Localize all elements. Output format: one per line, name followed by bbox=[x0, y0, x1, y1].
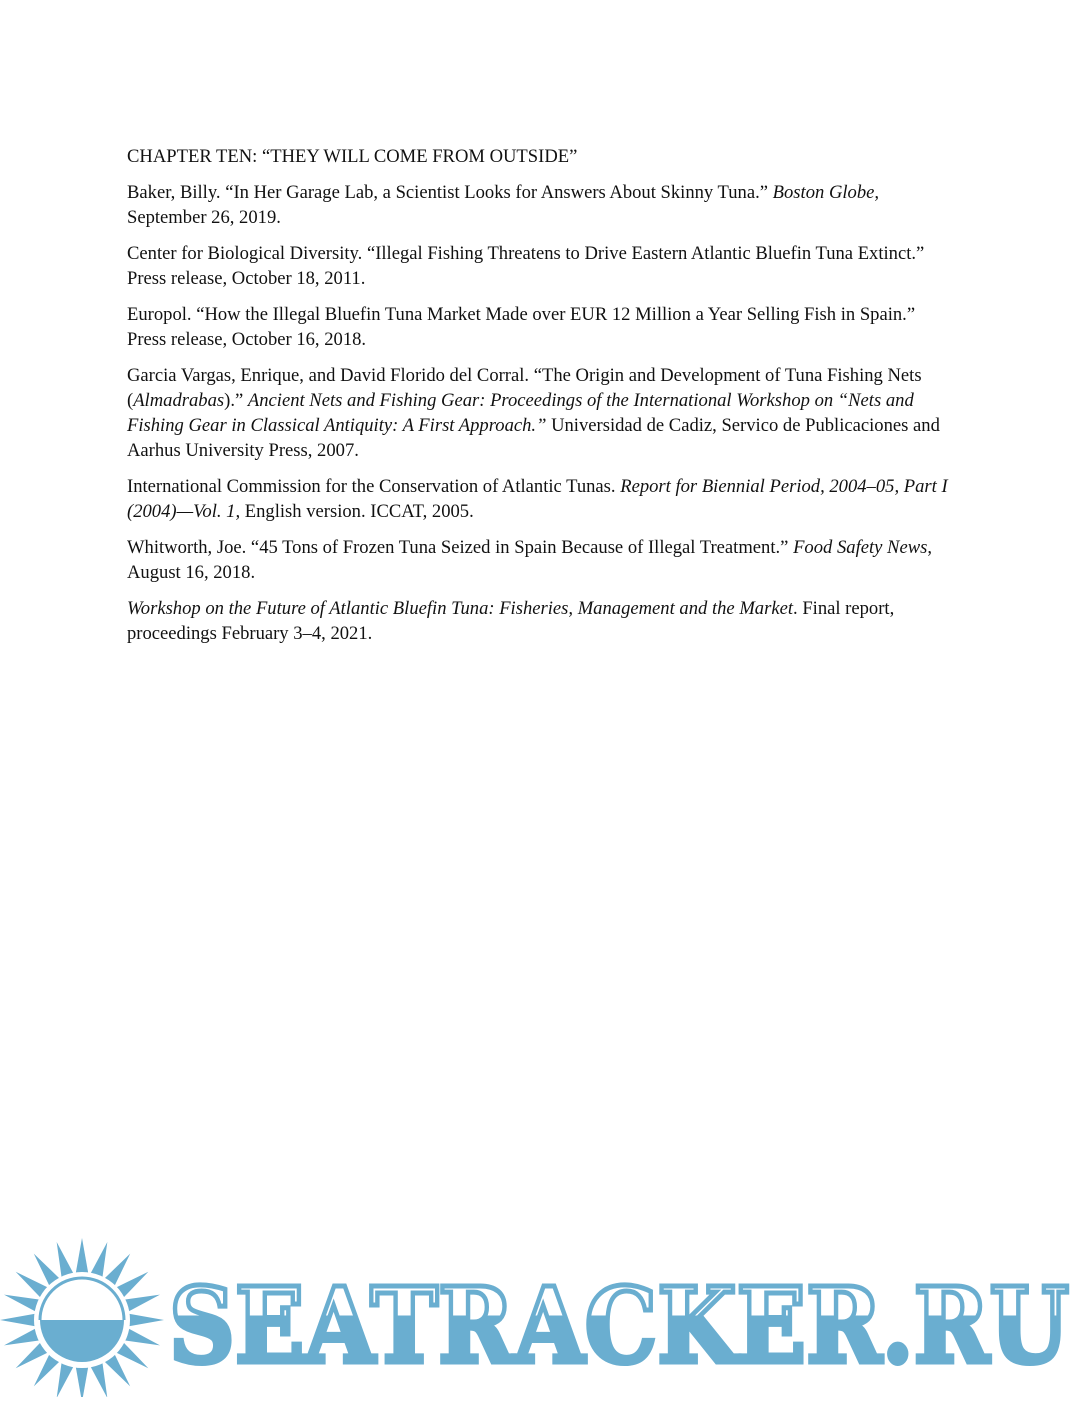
watermark-label: SEATRACKER.RU bbox=[169, 1264, 1069, 1374]
entry-italic-text: Ancient Nets and Fishing Gear: Proceedings of the International Workshop on “Nets and Fishing Gear in Classical Antiquity: A First Approach.” bbox=[127, 390, 914, 436]
entry-italic-text: Report for Biennial Period, 2004–05, Part I (2004)—Vol. 1, bbox=[127, 476, 948, 522]
entry-text: Universidad de Cadiz, Servico de Publicaciones and Aarhus University Press, 2007. bbox=[127, 415, 940, 461]
sun-ray bbox=[76, 1366, 89, 1397]
bibliography-entry bbox=[127, 302, 957, 352]
sun-ray bbox=[0, 1314, 36, 1327]
entry-italic-text: Almadrabas bbox=[133, 390, 225, 411]
sun-ray bbox=[76, 1238, 89, 1274]
entry-italic-text: Workshop on the Future of Atlantic Bluefin Tuna: Fisheries, Management and the Market bbox=[127, 598, 794, 619]
entry-italic-text: Boston Globe, bbox=[772, 182, 880, 203]
sun-over-sea-icon bbox=[0, 1236, 170, 1397]
entry-text: Garcia Vargas, Enrique, and David Florido del Corral. “The Origin and Development of Tuna Fishing Nets ( bbox=[127, 365, 922, 411]
bibliography-entry bbox=[127, 241, 957, 291]
entry-list bbox=[127, 180, 957, 646]
sun-ray bbox=[128, 1314, 164, 1327]
entry-text: English version. ICCAT, 2005. bbox=[240, 501, 474, 522]
bibliography-entry bbox=[127, 474, 957, 524]
bibliography-entry bbox=[127, 596, 957, 646]
entry-text: . Final report, proceedings February 3–4, 2021. bbox=[127, 598, 895, 644]
chapter-heading: CHAPTER TEN: “THEY WILL COME FROM OUTSIDE” bbox=[127, 146, 578, 167]
bibliography bbox=[127, 144, 957, 657]
bibliography-entry bbox=[127, 363, 957, 463]
entry-text: International Commission for the Conservation of Atlantic Tunas. bbox=[127, 476, 621, 497]
watermark-text bbox=[166, 1262, 1072, 1374]
entry-text: Baker, Billy. “In Her Garage Lab, a Scientist Looks for Answers About Skinny Tuna.” bbox=[127, 182, 773, 203]
entry-text: Center for Biological Diversity. “Illegal Fishing Threatens to Drive Eastern Atlantic Bluefin Tuna Extinct.” Press release, October 18, 2011. bbox=[127, 243, 925, 289]
entry-text: September 26, 2019. bbox=[127, 207, 281, 228]
entry-text: , August 16, 2018. bbox=[127, 537, 933, 583]
entry-italic-text: Food Safety News bbox=[793, 537, 928, 558]
bibliography-entry bbox=[127, 180, 957, 230]
entry-text: ).” bbox=[224, 390, 248, 411]
entry-text: Europol. “How the Illegal Bluefin Tuna Market Made over EUR 12 Million a Year Selling Fish in Spain.” Press release, October 16, 2018. bbox=[127, 304, 916, 350]
bibliography-entry bbox=[127, 535, 957, 585]
entry-text: Whitworth, Joe. “45 Tons of Frozen Tuna Seized in Spain Because of Illegal Treatment.” bbox=[127, 537, 794, 558]
